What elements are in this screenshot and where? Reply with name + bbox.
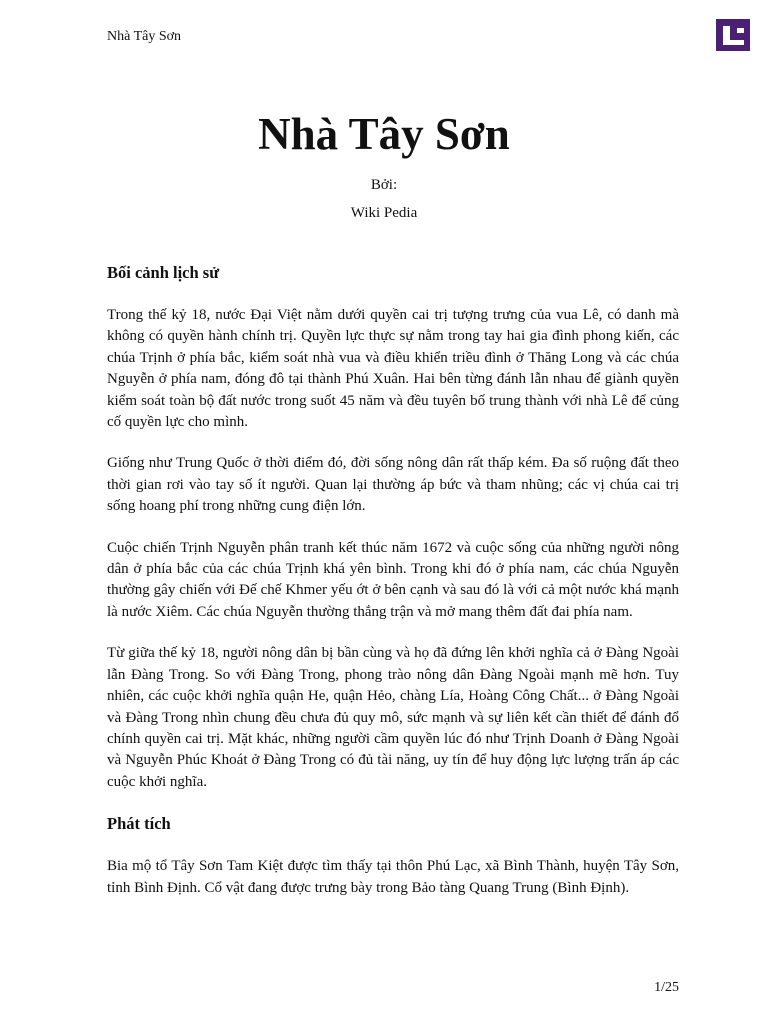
running-header-title: Nhà Tây Sơn	[107, 29, 182, 44]
section-heading-context: Bối cảnh lịch sử	[107, 263, 220, 282]
paragraph: Cuộc chiến Trịnh Nguyễn phân tranh kết thúc năm 1672 và cuộc sống của những người nông dân ở phía bắc của các chúa Trịnh khá yên bình. Trong khi đó ở phía nam, các chúa Nguyễn thường gây chiến với Đế chế Khmer yếu ớt ở bên cạnh và sau đó là với cả một nước khá mạnh là nước Xiêm. Các chúa Nguyễn thường thắng trận và mở mang thêm đất đai phía nam.	[107, 539, 679, 620]
document-title: Nhà Tây Sơn	[258, 109, 510, 159]
section-heading-origin: Phát tích	[107, 814, 171, 834]
byline-label: Bởi:	[370, 177, 398, 193]
page-number: 1/25	[654, 980, 679, 995]
paragraph: Bia mộ tổ Tây Sơn Tam Kiệt được tìm thấy tại thôn Phú Lạc, xã Bình Thành, huyện Tây Sơn, tỉnh Bình Định. Cổ vật đang được trưng bày trong Bảo tàng Quang Trung (Bình Định).	[107, 858, 679, 896]
scribd-logo-icon[interactable]	[716, 19, 750, 51]
document-body	[107, 262, 679, 899]
author-name: Wiki Pedia	[350, 205, 418, 221]
paragraph: Trong thế kỷ 18, nước Đại Việt nằm dưới quyền cai trị tượng trưng của vua Lê, có danh mà không có quyền hành chính trị. Quyền lực thực sự nằm trong tay hai gia đình phong kiến, các chúa Trịnh ở phía bắc, kiểm soát nhà vua và điều khiển triều đình ở Thăng Long và các chúa Nguyễn ở phía nam, đóng đô tại thành Phú Xuân. Hai bên từng đánh lẫn nhau để giành quyền kiểm soát toàn bộ đất nước trong suốt 45 năm và đều tuyên bố trung thành với nhà Lê để củng cố quyền lực cho mình.	[107, 307, 679, 431]
paragraph: Giống như Trung Quốc ở thời điểm đó, đời sống nông dân rất thấp kém. Đa số ruộng đất theo thời gian rơi vào tay số ít người. Quan lại thường áp bức và tham nhũng; các vị chúa cai trị sống hoang phí trong những cung điện lớn.	[107, 455, 679, 515]
paragraph: Từ giữa thế kỷ 18, người nông dân bị bần cùng và họ đã đứng lên khởi nghĩa cả ở Đàng Ngoài lẫn Đàng Trong. So với Đàng Trong, phong trào nông dân Đàng Ngoài mạnh mẽ hơn. Tuy nhiên, các cuộc khởi nghĩa quận He, quận Hẻo, chàng Lía, Hoàng Công Chất... ở Đàng Ngoài và Đàng Trong nhìn chung đều chưa đủ quy mô, sức mạnh và sự liên kết cần thiết để đánh đổ chính quyền cai trị. Mặt khác, những người cầm quyền lúc đó như Trịnh Doanh ở Đàng Ngoài và Nguyễn Phúc Khoát ở Đàng Trong có đủ tài năng, uy tín để huy động lực lượng trấn áp các cuộc khởi nghĩa.	[107, 645, 679, 790]
